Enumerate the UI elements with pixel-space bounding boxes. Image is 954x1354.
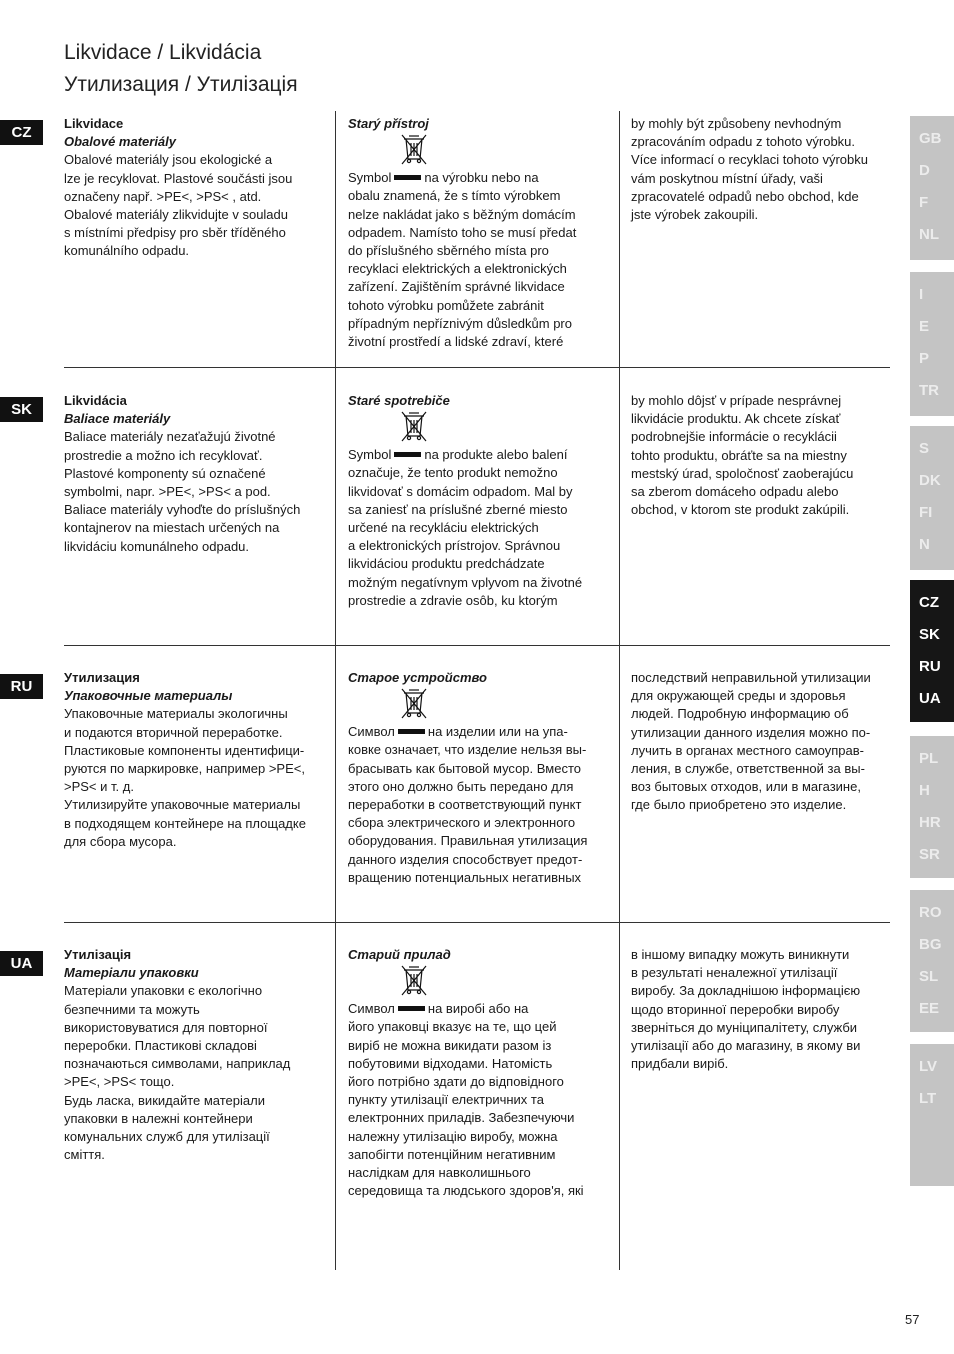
symbol-word: Symbol <box>348 447 392 463</box>
device-heading: Staré spotrebiče <box>348 393 450 408</box>
text-line: сбора электрического и электронного <box>348 815 576 831</box>
text-line: воз бытовых отходов, или в магазине, <box>631 779 861 795</box>
text-line: tohoto výrobku pomůžete zabránit <box>348 297 544 313</box>
bin-symbol-row <box>348 964 608 1000</box>
sidebar-group <box>910 426 954 570</box>
text-line: позначаються символами, наприклад <box>64 1056 291 1072</box>
text-line: где было приобретено это изделие. <box>631 797 847 813</box>
section-divider <box>64 645 890 646</box>
text-line: zpracovatelé odpadů nebo obchod, kde <box>631 188 859 204</box>
continuation-column <box>631 946 893 1073</box>
continuation-column <box>631 392 893 519</box>
bin-symbol-row <box>348 687 608 723</box>
text-line: утилізації або до магазину, в якому ви <box>631 1038 861 1054</box>
sidebar-item-ru: RU <box>919 658 941 675</box>
text-line: komunálního odpadu. <box>64 243 190 259</box>
text-line: брасывать как бытовой мусор. Вместо <box>348 760 581 776</box>
text-line: придбали виріб. <box>631 1056 729 1072</box>
symbol-line <box>348 723 608 741</box>
packaging-column <box>64 392 326 556</box>
symbol-bar-icon <box>394 175 421 180</box>
page-number: 57 <box>905 1312 920 1327</box>
text-line: упаковки в належні контейнери <box>64 1110 253 1126</box>
sidebar-item-p: P <box>919 350 930 367</box>
packaging-subheading: Матеріали упаковки <box>64 965 199 981</box>
sidebar-item-nl: NL <box>919 226 939 243</box>
text-line: лучить в органах местного самоуправ- <box>631 742 864 758</box>
old-device-column <box>348 392 608 610</box>
sidebar-item-ee: EE <box>919 1000 940 1017</box>
text-line: Obalové materiály zlikvidujte v souladu <box>64 207 288 223</box>
section-heading: Утилізація <box>64 947 132 962</box>
text-line: наслідкам для навколишнього <box>348 1165 531 1181</box>
symbol-line <box>348 169 608 187</box>
sidebar-group <box>910 736 954 878</box>
sidebar-item-dk: DK <box>919 472 941 489</box>
text-line: в результаті неналежної утилізації <box>631 965 838 981</box>
symbol-rest: на виробі або на <box>427 1001 529 1017</box>
text-line: пункту утилізації електричних та <box>348 1092 544 1108</box>
text-line: nelze nakládat jako s běžným domácím <box>348 206 576 222</box>
page-title-line-2: Утилизация / Утилізація <box>64 73 298 96</box>
sidebar-item-i: I <box>919 286 924 303</box>
crossed-bin-icon <box>400 964 428 1003</box>
symbol-word: Символ <box>348 1001 395 1017</box>
text-line: виріб не можна викидати разом із <box>348 1037 552 1053</box>
sidebar-item-lt: LT <box>919 1090 937 1107</box>
section-divider <box>64 922 890 923</box>
packaging-subheading: Obalové materiály <box>64 134 176 150</box>
text-line: Будь ласка, викидайте матеріали <box>64 1092 265 1108</box>
text-line: запобігти потенційним негативним <box>348 1146 556 1162</box>
text-line: do příslušného sběrného místa pro <box>348 243 549 259</box>
text-line: данного изделия способствует предот- <box>348 851 583 867</box>
sidebar-item-sk: SK <box>919 626 940 643</box>
symbol-line <box>348 1000 608 1018</box>
sidebar-item-fi: FI <box>919 504 933 521</box>
sidebar-item-f: F <box>919 194 929 211</box>
text-line: зверніться до муніципалітету, служби <box>631 1019 858 1035</box>
text-line: Plastové komponenty sú označené <box>64 465 266 481</box>
language-tag-ru: RU <box>0 674 43 699</box>
text-line: symbolmi, napr. >PE<, >PS< a pod. <box>64 484 271 500</box>
sidebar-group <box>910 272 954 416</box>
packaging-subheading: Baliace materiály <box>64 411 171 427</box>
text-line: zpracováním odpadu z tohoto výrobku. <box>631 134 856 150</box>
symbol-line <box>348 446 608 464</box>
section-heading: Likvidace <box>64 116 124 131</box>
text-line: виробу. За докладнішою інформацією <box>631 983 861 999</box>
sidebar-item-sr: SR <box>919 846 940 863</box>
text-line: безпечними та можуть <box>64 1001 200 1017</box>
section-heading: Likvidácia <box>64 393 127 408</box>
text-line: руются по маркировке, например >PE<, <box>64 761 305 777</box>
text-line: Více informací o recyklaci tohoto výrobku <box>631 152 868 168</box>
packaging-subheading: Упаковочные материалы <box>64 688 233 704</box>
text-line: prostredie a zdravie osôb, ku ktorým <box>348 592 558 608</box>
text-line: a elektronických prístrojov. Správnou <box>348 538 561 554</box>
old-device-column <box>348 946 608 1200</box>
text-line: сміття. <box>64 1147 105 1163</box>
text-line: jste výrobek zakoupili. <box>631 207 759 223</box>
text-line: obchod, v ktorom ste produkt zakúpili. <box>631 502 850 518</box>
text-line: zařízení. Zajištěním správné likvidace <box>348 279 565 295</box>
symbol-bar-icon <box>398 729 425 734</box>
text-line: kontajnerov na miestach určených na <box>64 520 280 536</box>
sidebar-item-pl: PL <box>919 750 939 767</box>
text-line: його потрібно здати до відповідного <box>348 1074 564 1090</box>
text-line: sa zaniesť na príslušné zberné miesto <box>348 501 568 517</box>
sidebar-item-hr: HR <box>919 814 941 831</box>
text-line: likvidáciu komunálneho odpadu. <box>64 538 250 554</box>
text-line: likvidáciou produktu predchádzate <box>348 556 545 572</box>
symbol-bar-icon <box>394 452 421 457</box>
column-divider <box>619 111 620 1270</box>
text-line: вращению потенциальных негативных <box>348 869 582 885</box>
text-line: Baliace materiály vyhoďte do príslušných <box>64 502 301 518</box>
text-line: lze je recyklovat. Plastové součásti jsou <box>64 170 293 186</box>
packaging-column <box>64 946 326 1164</box>
sidebar-item-bg: BG <box>919 936 942 953</box>
text-line: recyklaci elektrických a elektronických <box>348 261 567 277</box>
device-heading: Старое устройство <box>348 670 488 685</box>
text-line: оборудования. Правильная утилизация <box>348 833 588 849</box>
page-title-line-1: Likvidace / Likvidácia <box>64 41 262 64</box>
language-tag-cz: CZ <box>0 120 43 145</box>
packaging-column <box>64 115 326 261</box>
old-device-column <box>348 669 608 887</box>
text-line: и подаются вторичной переработке. <box>64 724 283 740</box>
text-line: Упаковочные материалы экологичны <box>64 706 288 722</box>
crossed-bin-icon <box>400 133 428 172</box>
continuation-column <box>631 115 893 224</box>
crossed-bin-icon <box>400 687 428 726</box>
sidebar-item-gb: GB <box>919 130 942 147</box>
text-line: утилизации данного изделия можно по- <box>631 724 871 740</box>
symbol-bar-icon <box>398 1006 425 1011</box>
text-line: Obalové materiály jsou ekologické a <box>64 152 273 168</box>
text-line: побутовими відходами. Натомість <box>348 1055 553 1071</box>
language-tag-ua: UA <box>0 951 43 976</box>
text-line: s místními předpisy pro sběr tříděného <box>64 225 286 241</box>
text-line: případným nepříznivým důsledkům pro <box>348 315 572 331</box>
text-line: середовища та людського здоров'я, які <box>348 1183 584 1199</box>
text-line: prostredie a možno ich recyklovať. <box>64 447 263 463</box>
section-divider <box>64 367 890 368</box>
continuation-column <box>631 669 893 815</box>
sidebar-item-sl: SL <box>919 968 939 985</box>
text-line: Утилизируйте упаковочные материалы <box>64 797 301 813</box>
sidebar-item-h: H <box>919 782 930 799</box>
text-line: možným negatívnym vplyvom na životné <box>348 574 583 590</box>
text-line: mestský úrad, spoločnosť zaoberajúcu <box>631 465 854 481</box>
text-line: označuje, že tento produkt nemožno <box>348 465 558 481</box>
sidebar-item-e: E <box>919 318 930 335</box>
text-line: електронних приладів. Забезпечуючи <box>348 1110 575 1126</box>
device-heading: Старий прилад <box>348 947 451 962</box>
language-tag-sk: SK <box>0 397 43 422</box>
text-line: vám poskytnou místní úřady, vaši <box>631 170 823 186</box>
bin-symbol-row <box>348 410 608 446</box>
sidebar-group <box>910 580 954 722</box>
text-line: належну утилізацію виробу, можна <box>348 1128 558 1144</box>
text-line: його упаковці вказує на те, що цей <box>348 1019 557 1035</box>
text-line: likvidácie produktu. Ak chcete získať <box>631 411 841 427</box>
bin-symbol-row <box>348 133 608 169</box>
text-line: використовуватися для повторної <box>64 1019 268 1035</box>
text-line: комунальних служб для утилізації <box>64 1129 270 1145</box>
sidebar-group <box>910 116 954 260</box>
text-line: odpadem. Namísto toho se musí předat <box>348 224 577 240</box>
text-line: последствий неправильной утилизации <box>631 670 871 685</box>
text-line: obalu znamená, že s tímto výrobkem <box>348 188 561 204</box>
text-line: для окружающей среды и здоровья <box>631 688 846 704</box>
text-line: Пластиковые компоненты идентифици- <box>64 742 305 758</box>
sidebar-item-cz: CZ <box>919 594 939 611</box>
text-line: tohto produktu, obráťte sa na miestny <box>631 447 847 463</box>
text-line: людей. Подробную информацию об <box>631 706 849 722</box>
old-device-column <box>348 115 608 351</box>
sidebar-item-n: N <box>919 536 930 553</box>
text-line: Baliace materiály nezaťažujú životné <box>64 429 276 445</box>
sidebar-item-s: S <box>919 440 930 457</box>
text-line: Матеріали упаковки є екологічно <box>64 983 263 999</box>
sidebar-item-lv: LV <box>919 1058 938 1075</box>
text-line: označeny např. >PE<, >PS< , atd. <box>64 188 262 204</box>
text-line: likvidovať s domácim odpadom. Mal by <box>348 483 573 499</box>
sidebar-item-ua: UA <box>919 690 941 707</box>
crossed-bin-icon <box>400 410 428 449</box>
device-heading: Starý přístroj <box>348 116 429 131</box>
text-line: для сбора мусора. <box>64 833 177 849</box>
sidebar-group <box>910 890 954 1032</box>
text-line: в іншому випадку можуть виникнути <box>631 947 850 962</box>
text-line: переробки. Пластикові складові <box>64 1038 257 1054</box>
symbol-rest: на изделии или на упа- <box>427 724 568 740</box>
symbol-rest: na výrobku nebo na <box>424 170 539 186</box>
text-line: by mohlo dôjsť v prípade nesprávnej <box>631 393 842 408</box>
text-line: в подходящем контейнере на площадке <box>64 815 306 831</box>
text-line: этого оно должно быть передано для <box>348 778 574 794</box>
sidebar-group <box>910 1044 954 1186</box>
text-line: životní prostředí a lidské zdraví, které <box>348 334 564 350</box>
text-line: переработки в соответствующий пункт <box>348 797 582 813</box>
text-line: ления, в службе, ответственной за вы- <box>631 761 865 777</box>
symbol-word: Symbol <box>348 170 392 186</box>
text-line: sa zberom domáceho odpadu alebo <box>631 484 839 500</box>
text-line: podrobnejšie informácie o recyklácii <box>631 429 837 445</box>
sidebar-item-ro: RO <box>919 904 942 921</box>
sidebar-item-tr: TR <box>919 382 939 399</box>
text-line: >PE<, >PS< тощо. <box>64 1074 175 1090</box>
section-heading: Утилизация <box>64 670 140 685</box>
column-divider <box>335 111 336 1270</box>
text-line: ковке означает, что изделие нельзя вы- <box>348 742 587 758</box>
text-line: by mohly být způsobeny nevhodným <box>631 116 842 131</box>
text-line: určené na recykláciu elektrických <box>348 520 539 536</box>
text-line: щодо вторинної переробки виробу <box>631 1001 840 1017</box>
sidebar-item-d: D <box>919 162 930 179</box>
packaging-column <box>64 669 326 851</box>
text-line: >PS< и т. д. <box>64 779 134 795</box>
symbol-rest: na produkte alebo balení <box>424 447 568 463</box>
symbol-word: Символ <box>348 724 395 740</box>
